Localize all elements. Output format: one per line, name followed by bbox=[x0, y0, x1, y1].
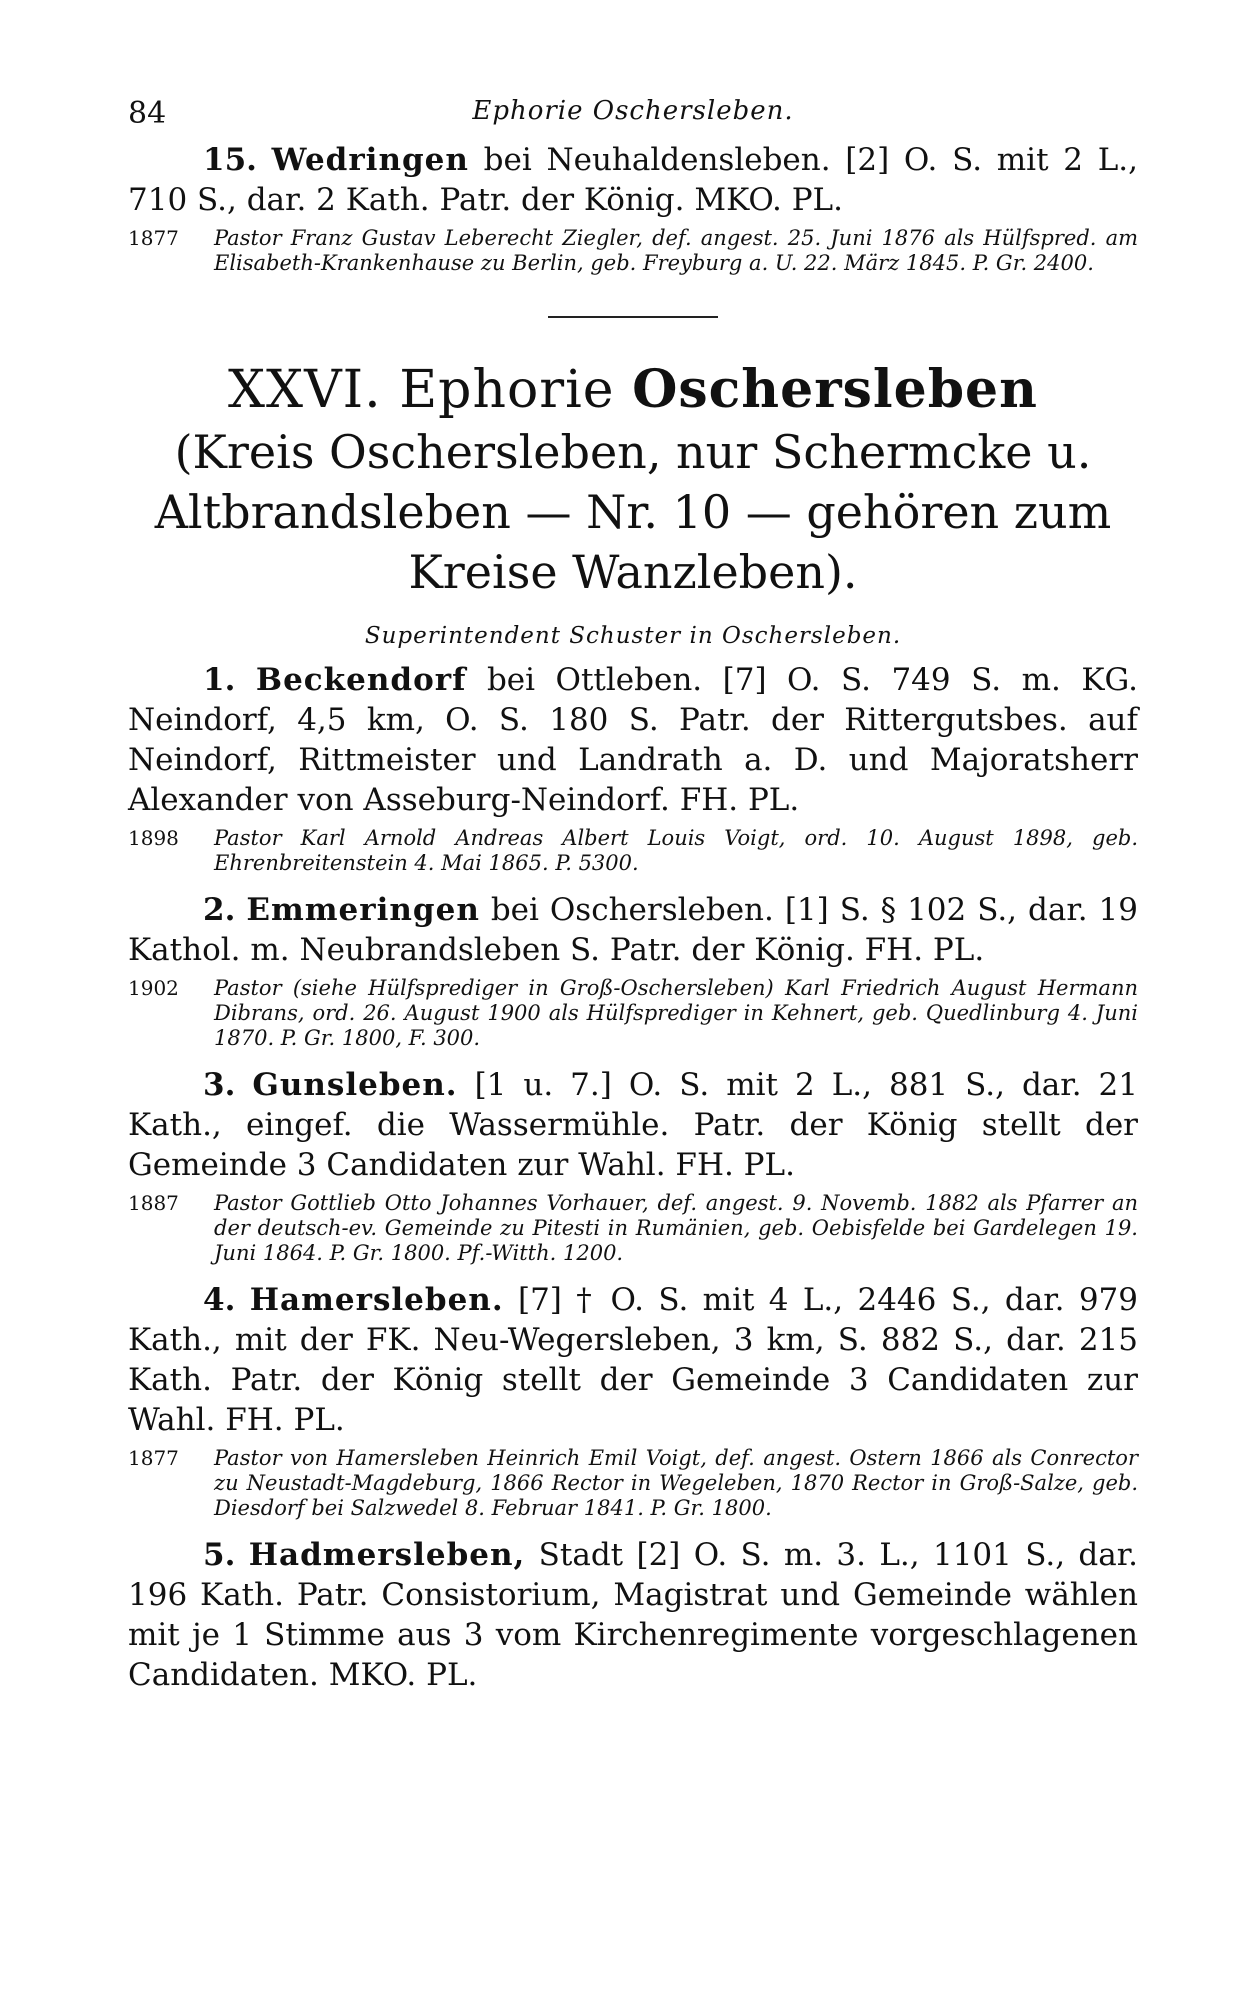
entry-main-text bbox=[128, 1065, 1138, 1185]
entry-place: Gunsleben. bbox=[252, 1067, 458, 1103]
entry-place: Emmeringen bbox=[246, 892, 480, 928]
pastor-note bbox=[128, 226, 1138, 276]
entry-2 bbox=[128, 890, 1138, 1051]
book-page bbox=[128, 96, 1138, 1695]
entry-number: 1. bbox=[203, 662, 236, 698]
entry-text: [1 u. 7.] O. S. mit 2 L., 881 S., dar. 21 Kath., eingef. die Wassermühle. Patr. der König stellt der Gemeinde 3 Candidaten zur Wahl. FH. PL. bbox=[128, 1067, 1138, 1183]
pastor-year: 1877 bbox=[128, 1446, 179, 1470]
section-subtitle: (Kreis Oschersleben, nur Schermcke u. Altbrandsleben — Nr. 10 — gehören zum Kreise Wanzleben). bbox=[154, 425, 1112, 599]
pastor-text: Pastor von Hamersleben Heinrich Emil Voigt, def. angest. Ostern 1866 als Conrector zu Neustadt-Magdeburg, 1866 Rector in Wegeleben, 1870 Rector in Groß-Salze, geb. Diesdorf bei Salzwedel 8. Februar 1841. P. Gr. 1800. bbox=[214, 1446, 1138, 1520]
entry-text: Stadt [2] O. S. m. 3. L., 1101 S., dar. 196 Kath. Patr. Consistorium, Magistrat und Gemeinde wählen mit je 1 Stimme aus 3 vom Kirchenregimente vorgeschlagenen Candidaten. MKO. PL. bbox=[128, 1537, 1138, 1693]
entry-number: 3. bbox=[203, 1067, 236, 1103]
pastor-text: Pastor (siehe Hülfsprediger in Groß-Oschersleben) Karl Friedrich August Hermann Dibrans, ord. 26. August 1900 als Hülfsprediger in Kehnert, geb. Quedlinburg 4. Juni 1870. P. Gr. 1800, F. 300. bbox=[214, 976, 1138, 1050]
entry-text: bei Neuhaldensleben. [2] O. S. mit 2 L., 710 S., dar. 2 Kath. Patr. der König. MKO. PL. bbox=[128, 142, 1138, 218]
entry-3 bbox=[128, 1065, 1138, 1266]
section-title bbox=[128, 358, 1138, 422]
entry-place: Beckendorf bbox=[255, 662, 467, 698]
entry-number: 4. bbox=[203, 1282, 236, 1318]
entry-number: 2. bbox=[203, 892, 236, 928]
section-heading bbox=[128, 358, 1138, 602]
entry-main-text bbox=[128, 660, 1138, 820]
entry-text: bei Oschersleben. [1] S. § 102 S., dar. 19 Kathol. m. Neubrandsleben S. Patr. der König. FH. PL. bbox=[128, 892, 1138, 968]
running-head bbox=[128, 96, 1138, 140]
entry-4 bbox=[128, 1280, 1138, 1521]
section-divider bbox=[548, 316, 718, 318]
entry-main-text bbox=[128, 1280, 1138, 1440]
pastor-note bbox=[128, 1191, 1138, 1266]
entry-number: 5. bbox=[203, 1537, 236, 1573]
entry-place: Wedringen bbox=[271, 142, 469, 178]
section-title-bold: Oschersleben bbox=[632, 359, 1038, 420]
pastor-year: 1877 bbox=[128, 226, 179, 250]
entry-place: Hamersleben. bbox=[249, 1282, 504, 1318]
entry-5 bbox=[128, 1535, 1138, 1695]
entry-number: 15. bbox=[203, 142, 257, 178]
pastor-year: 1902 bbox=[128, 976, 179, 1000]
entry-text: [7] † O. S. mit 4 L., 2446 S., dar. 979 Kath., mit der FK. Neu-Wegersleben, 3 km, S. 882 S., dar. 215 Kath. Patr. der König stellt der Gemeinde 3 Candidaten zur Wahl. FH. PL. bbox=[128, 1282, 1138, 1438]
page-number: 84 bbox=[128, 96, 167, 131]
section-title-prefix: XXVI. Ephorie bbox=[228, 360, 615, 420]
entry-1 bbox=[128, 660, 1138, 876]
pastor-year: 1887 bbox=[128, 1191, 179, 1215]
superintendent-line: Superintendent Schuster in Oschersleben. bbox=[364, 623, 902, 649]
pastor-note bbox=[128, 1446, 1138, 1521]
entry-15 bbox=[128, 140, 1138, 220]
pastor-note bbox=[128, 976, 1138, 1051]
entry-main-text bbox=[128, 890, 1138, 970]
pastor-year: 1898 bbox=[128, 826, 179, 850]
running-title: Ephorie Oschersleben. bbox=[472, 96, 794, 126]
pastor-text: Pastor Karl Arnold Andreas Albert Louis Voigt, ord. 10. August 1898, geb. Ehrenbreitenstein 4. Mai 1865. P. 5300. bbox=[214, 826, 1138, 875]
entry-main-text bbox=[128, 1535, 1138, 1695]
entry-place: Hadmersleben, bbox=[248, 1537, 526, 1573]
pastor-text: Pastor Franz Gustav Leberecht Ziegler, def. angest. 25. Juni 1876 als Hülfspred. am Elisabeth-Krankenhause zu Berlin, geb. Freyburg a. U. 22. März 1845. P. Gr. 2400. bbox=[214, 226, 1138, 275]
pastor-note bbox=[128, 826, 1138, 876]
entry-text: bei Ottleben. [7] O. S. 749 S. m. KG. Neindorf, 4,5 km, O. S. 180 S. Patr. der Rittergutsbes. auf Neindorf, Rittmeister und Landrath a. D. und Majoratsherr Alexander von Asseburg-Neindorf. FH. PL. bbox=[128, 662, 1138, 818]
pastor-text: Pastor Gottlieb Otto Johannes Vorhauer, def. angest. 9. Novemb. 1882 als Pfarrer an der deutsch-ev. Gemeinde zu Pitesti in Rumänien, geb. Oebisfelde bei Gardelegen 19. Juni 1864. P. Gr. 1800. Pf.-Witth. 1200. bbox=[214, 1191, 1138, 1265]
